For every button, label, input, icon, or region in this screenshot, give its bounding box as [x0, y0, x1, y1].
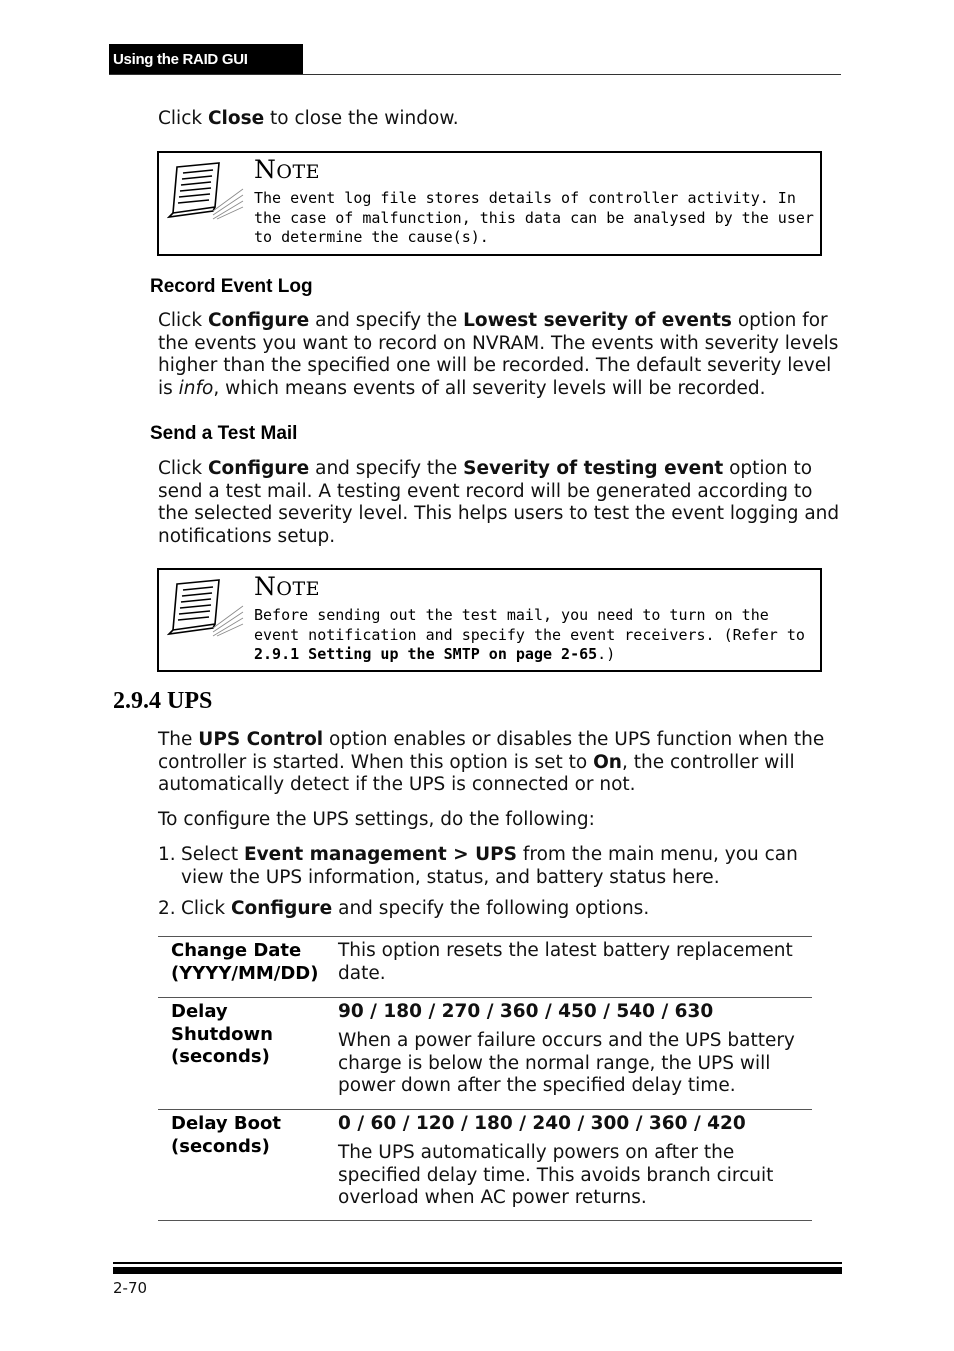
table-rule: [158, 1220, 812, 1221]
footer-rule: [113, 1262, 842, 1264]
send-test-mail-paragraph: Click Configure and specify the Severity of testing event option to send a test mail. A testing event record will be generated according to the selected severity level. This helps users to test the event logging and notifications setup.: [158, 458, 840, 547]
option-description: The UPS automatically powers on after the specified delay time. This avoids branch circuit overload when AC power returns.: [338, 1142, 774, 1208]
note-title: NOTE: [254, 155, 320, 184]
table-rule: [158, 936, 812, 937]
note-box: [157, 151, 822, 256]
header-rule: [109, 74, 841, 75]
intro-paragraph: Click Close to close the window.: [158, 108, 459, 129]
notepad-icon: [167, 161, 245, 227]
option-label: Delay Boot (seconds): [171, 1113, 281, 1157]
send-test-mail-heading: Send a Test Mail: [150, 423, 298, 444]
table-rule: [158, 1109, 812, 1110]
option-values: 90 / 180 / 270 / 360 / 450 / 540 / 630: [338, 1001, 714, 1022]
option-description: When a power failure occurs and the UPS battery charge is below the normal range, the UPS will power down after the specified delay time.: [338, 1030, 795, 1096]
step-number: 1.: [158, 844, 176, 865]
step-text: Select Event management > UPS from the main menu, you can view the UPS information, status, and battery status here.: [181, 844, 798, 888]
record-event-log-paragraph: Click Configure and specify the Lowest severity of events option for the events you want to record on NVRAM. The events with severity levels higher than the specified one will be recorded. The default severity level is info, which means events of all severity levels will be recorded.: [158, 310, 839, 399]
note-title: NOTE: [254, 572, 320, 601]
footer-rule: [113, 1267, 842, 1274]
note-text: Before sending out the test mail, you need to turn on the event notification and specify the event receivers. (Refer to 2.9.1 Setting up the SMTP on page 2-65.): [254, 606, 805, 663]
option-label: Delay Shutdown (seconds): [171, 1001, 273, 1067]
section-tab: Using the RAID GUI: [109, 44, 303, 75]
cross-reference: 2.9.1 Setting up the SMTP on page 2-65: [254, 645, 598, 663]
step-number: 2.: [158, 898, 176, 919]
section-title: 2.9.4 UPS: [113, 688, 213, 714]
note-text: The event log file stores details of controller activity. In the case of malfunction, this data can be analysed by the user to determine the cause(s).: [254, 189, 814, 246]
ups-steps-intro: To configure the UPS settings, do the following:: [158, 809, 595, 830]
record-event-log-heading: Record Event Log: [150, 276, 313, 297]
option-values: 0 / 60 / 120 / 180 / 240 / 300 / 360 / 420: [338, 1113, 746, 1134]
option-description: This option resets the latest battery replacement date.: [338, 940, 793, 984]
notepad-icon: [167, 578, 245, 644]
ups-intro-paragraph: The UPS Control option enables or disables the UPS function when the controller is started. When this option is set to On, the controller will automatically detect if the UPS is connected or not.: [158, 729, 825, 795]
note-box: [157, 568, 822, 672]
table-rule: [158, 997, 812, 998]
step-text: Click Configure and specify the following options.: [181, 898, 650, 919]
option-label: Change Date (YYYY/MM/DD): [171, 940, 319, 984]
page-number: 2-70: [113, 1279, 148, 1297]
